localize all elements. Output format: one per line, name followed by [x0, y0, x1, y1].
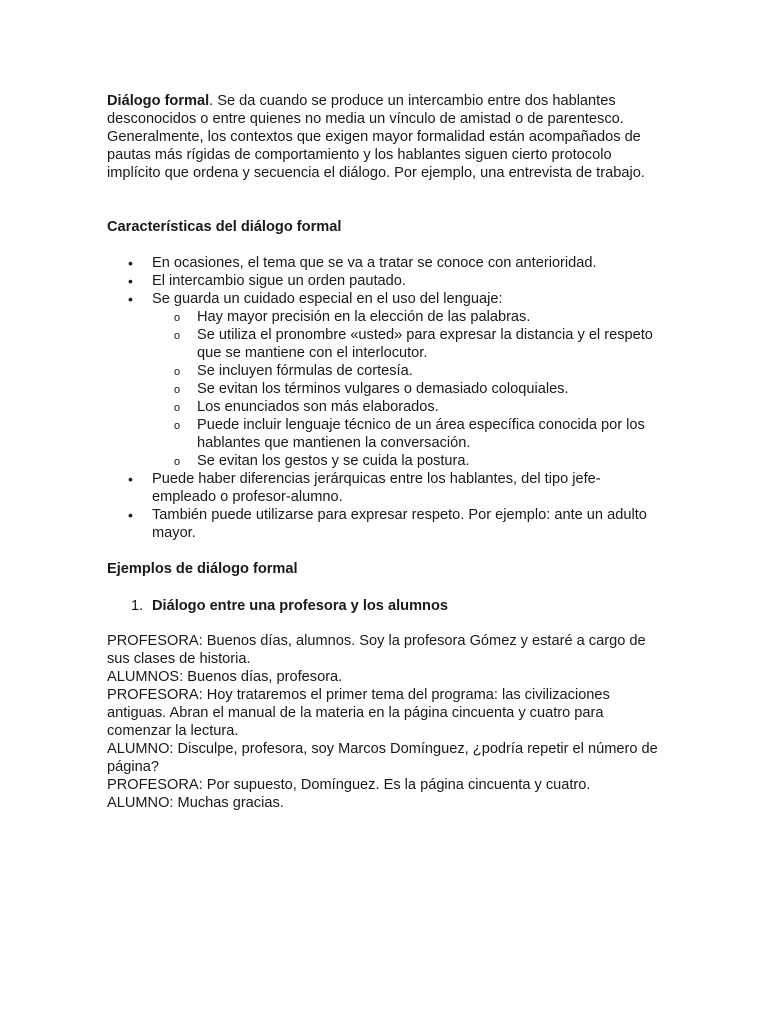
- sub-list: [152, 308, 663, 470]
- dialogue-line: PROFESORA: Por supuesto, Domínguez. Es la página cincuenta y cuatro.: [107, 777, 591, 793]
- bullet-text: Puede haber diferencias jerárquicas entre los hablantes, del tipo jefe-empleado o profesor-alumno.: [152, 471, 601, 505]
- sub-item-text: Se utiliza el pronombre «usted» para expresar la distancia y el respeto que se mantiene con el interlocutor.: [197, 327, 653, 361]
- document-page: [107, 92, 663, 811]
- sub-list-item: [152, 416, 663, 452]
- bullet-text: En ocasiones, el tema que se va a tratar se conoce con anterioridad.: [152, 255, 597, 271]
- sub-item-text: Se incluyen fórmulas de cortesía.: [197, 363, 413, 379]
- intro-paragraph: [107, 92, 663, 182]
- bullet-text: También puede utilizarse para expresar respeto. Por ejemplo: ante un adulto mayor.: [152, 507, 647, 541]
- sub-list-item: [152, 326, 663, 362]
- list-item: [107, 254, 663, 272]
- ejemplos-list: [107, 597, 663, 615]
- list-item: [107, 506, 663, 542]
- sub-item-text: Se evitan los términos vulgares o demasiado coloquiales.: [197, 381, 569, 397]
- list-item: [107, 470, 663, 506]
- dialogue-line: ALUMNO: Disculpe, profesora, soy Marcos Domínguez, ¿podría repetir el número de página?: [107, 741, 658, 775]
- bullet-text: Se guarda un cuidado especial en el uso del lenguaje:: [152, 291, 503, 307]
- list-item: [107, 272, 663, 290]
- example-title: Diálogo entre una profesora y los alumnos: [152, 598, 448, 614]
- intro-term: Diálogo formal: [107, 93, 210, 109]
- dialogue-line: ALUMNO: Muchas gracias.: [107, 795, 284, 811]
- sub-item-text: Los enunciados son más elaborados.: [197, 399, 439, 415]
- dialogue-block: [107, 632, 663, 812]
- sub-list-item: [152, 380, 663, 398]
- sub-list-item: [152, 398, 663, 416]
- sub-item-text: Se evitan los gestos y se cuida la postura.: [197, 453, 470, 469]
- dialogue-line: ALUMNOS: Buenos días, profesora.: [107, 669, 343, 685]
- sub-item-text: Hay mayor precisión en la elección de las palabras.: [197, 309, 531, 325]
- ejemplos-heading: Ejemplos de diálogo formal: [107, 561, 298, 577]
- example-item: [107, 597, 663, 615]
- bullet-text: El intercambio sigue un orden pautado.: [152, 273, 406, 289]
- sub-item-text: Puede incluir lenguaje técnico de un área específica conocida por los hablantes que mantienen la conversación.: [197, 417, 645, 451]
- caracteristicas-heading: Características del diálogo formal: [107, 219, 342, 235]
- list-item: [107, 290, 663, 470]
- sub-list-item: [152, 308, 663, 326]
- sub-list-item: [152, 452, 663, 470]
- dialogue-line: PROFESORA: Hoy trataremos el primer tema del programa: las civilizaciones antiguas. Abran el manual de la materia en la página cincuenta y cuatro para comenzar la lectura.: [107, 687, 610, 739]
- sub-list-item: [152, 362, 663, 380]
- caracteristicas-list: [107, 254, 663, 542]
- example-number: 1.: [131, 598, 144, 614]
- dialogue-line: PROFESORA: Buenos días, alumnos. Soy la profesora Gómez y estaré a cargo de sus clases de historia.: [107, 633, 646, 667]
- intro-text: . Se da cuando se produce un intercambio entre dos hablantes desconocidos o entre quienes no media un vínculo de amistad o de parentesco. Generalmente, los contextos que exigen mayor formalidad están acompañados de pautas más rígidas de comportamiento y los hablantes siguen cierto protocolo implícito que ordena y secuencia el diálogo. Por ejemplo, una entrevista de trabajo.: [107, 93, 645, 181]
